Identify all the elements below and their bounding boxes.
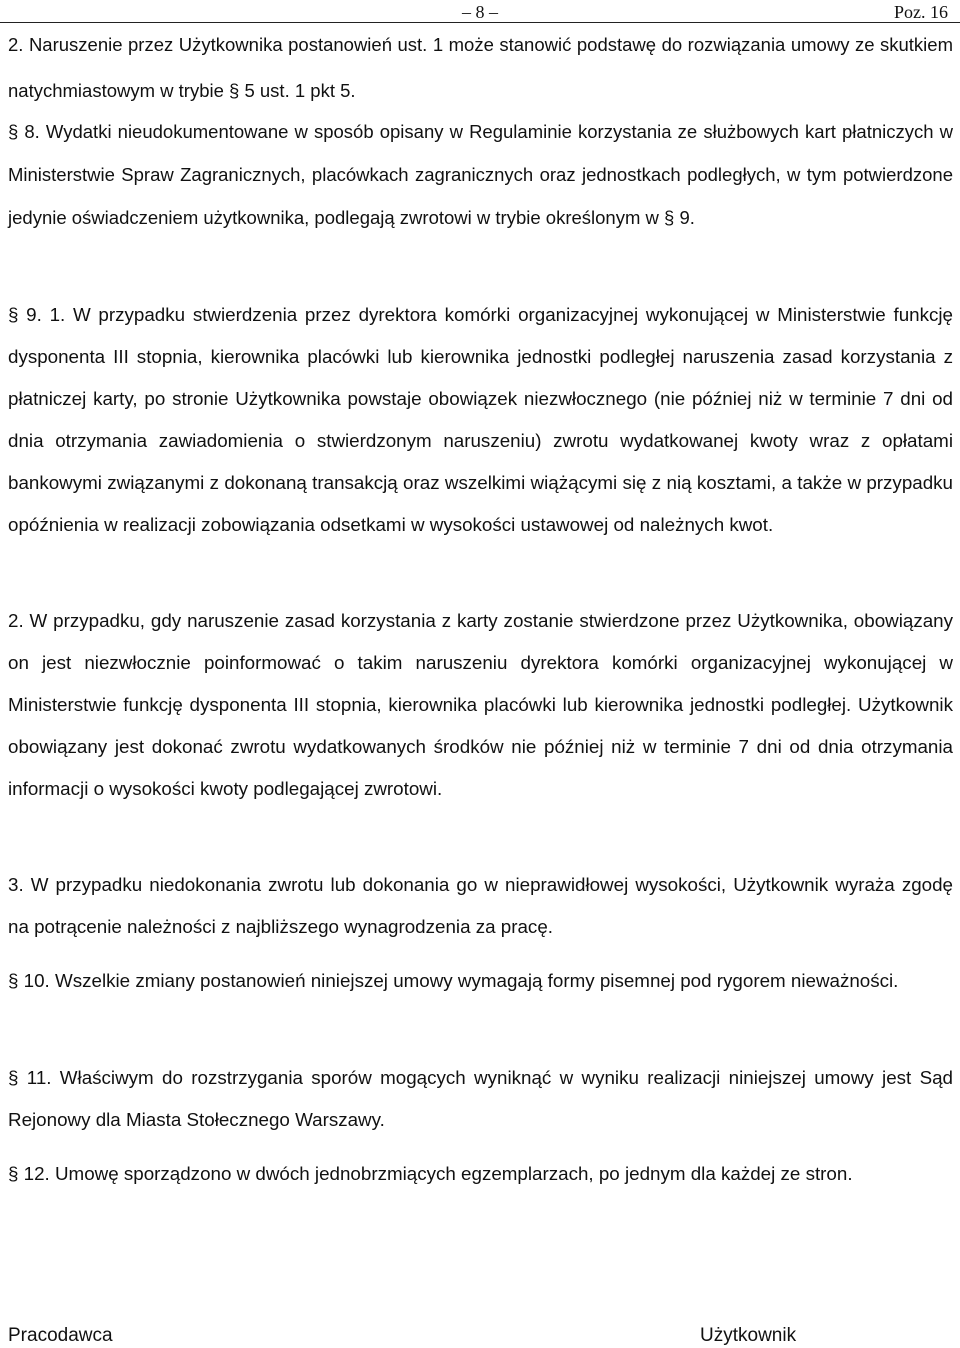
paragraph-para9-ust2: 2. W przypadku, gdy naruszenie zasad korzystania z karty zostanie stwierdzone przez Użytkownika, obowiązany on jest niezwłocznie poinformować o takim naruszeniu dyrektora komórki organizacyjnej wykonującej w Ministerstwie funkcję dysponenta III stopnia, kierownika placówki lub kierownika jednostki podległej. Użytkownik obowiązany jest dokonać zwrotu wydatkowanych środków nie później niż w terminie 7 dni od dnia otrzymania informacji o wysokości kwoty podlegającej zwrotowi. xyxy=(8,610,953,799)
paragraph-para12: § 12. Umowę sporządzono w dwóch jednobrzmiących egzemplarzach, po jednym dla każdej ze stron. xyxy=(8,1163,853,1184)
page-number: – 8 – xyxy=(462,2,498,22)
paragraph-para7-ust2: 2. Naruszenie przez Użytkownika postanowień ust. 1 może stanowić podstawę do rozwiązania umowy ze skutkiem natychmiastowym w trybie § 5 ust. 1 pkt 5. xyxy=(8,34,953,101)
signature-user: Użytkownik xyxy=(700,1325,797,1346)
paragraph-para8: § 8. Wydatki nieudokumentowane w sposób opisany w Regulaminie korzystania ze służbowych kart płatniczych w Ministerstwie Spraw Zagranicznych, placówkach zagranicznych oraz jednostkach podległych, w tym potwierdzone jedynie oświadczeniem użytkownika, podlegają zwrotowi w trybie określonym w § 9. xyxy=(8,121,953,228)
paragraph-para9-ust3: 3. W przypadku niedokonania zwrotu lub dokonania go w nieprawidłowej wysokości, Użytkownik wyraża zgodę na potrącenie należności z najbliższego wynagrodzenia za pracę. xyxy=(8,874,953,937)
signature-employer: Pracodawca xyxy=(8,1325,113,1346)
page-header xyxy=(0,2,960,24)
paragraph-para9-ust1: § 9. 1. W przypadku stwierdzenia przez dyrektora komórki organizacyjnej wykonującej w Ministerstwie funkcję dysponenta III stopnia, kierownika placówki lub kierownika jednostki podległej naruszenia zasad korzystania z płatniczej karty, po stronie Użytkownika powstaje obowiązek niezwłocznego (nie później niż w terminie 7 dni od dnia otrzymania zawiadomienia o stwierdzonym naruszeniu) zwrotu wydatkowanej kwoty wraz z opłatami bankowymi związanymi z dokonaną transakcją oraz wszelkimi wiążącymi się z nią kosztami, a także w przypadku opóźnienia w realizacji zobowiązania odsetkami w wysokości ustawowej od należnych kwot. xyxy=(8,304,953,535)
position-number: Poz. 16 xyxy=(894,2,948,22)
paragraph-para11: § 11. Właściwym do rozstrzygania sporów mogących wyniknąć w wyniku realizacji niniejszej umowy jest Sąd Rejonowy dla Miasta Stołecznego Warszawy. xyxy=(8,1067,953,1130)
paragraph-para10: § 10. Wszelkie zmiany postanowień niniejszej umowy wymagają formy pisemnej pod rygorem nieważności. xyxy=(8,970,899,991)
